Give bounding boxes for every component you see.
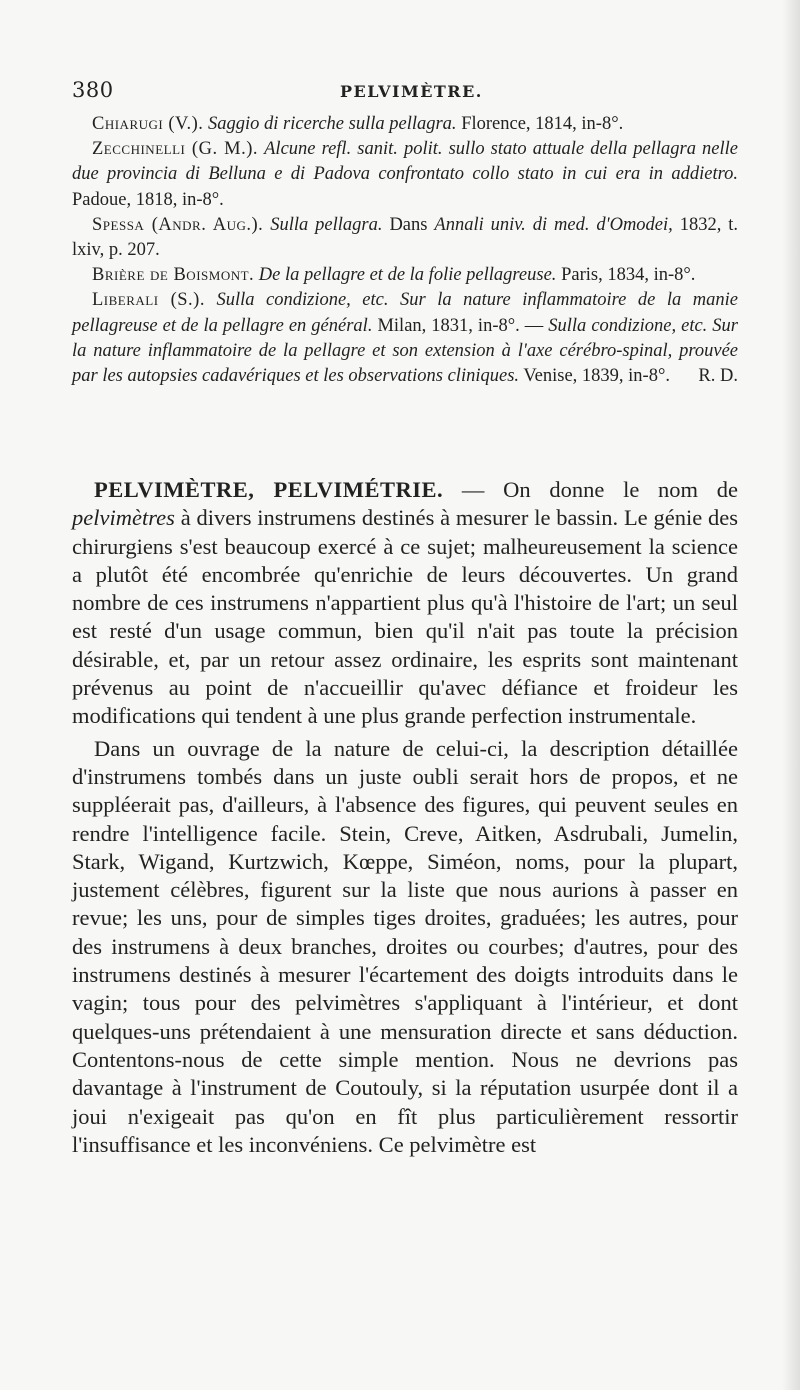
article-paragraph xyxy=(72,476,738,731)
article-headword: PELVIMÈTRE, PELVIMÉTRIE. xyxy=(94,477,444,502)
bib-entry xyxy=(72,213,738,263)
article-paragraph: Dans un ouvrage de la nature de celui-ci, la description détaillée d'instrumens tombés dans un juste oubli serait hors de propos, et ne suppléerait pas, d'ailleurs, à l'absence des figures, qui peuvent seules en rendre l'intelligence facile. Stein, Creve, Aitken, Asdrubali, Jumelin, Stark, Wigand, Kurtzwich, Kœppe, Siméon, noms, pour la plupart, justement célèbres, figurent sur la liste que nous aurions à passer en revue; les uns, pour de simples tiges droites, graduées; les autres, pour des instrumens à deux branches, droites ou courbes; d'autres, pour des instrumens destinés à mesurer l'écartement des doigts introduits dans le vagin; tous pour des pelvimètres s'appliquant à l'intérieur, et dont quelques-uns prétendaient à une mensuration directe et sans déduction. Contentons-nous de cette simple mention. Nous ne devrions pas davantage à l'instrument de Coutouly, si la réputation usurpée dont il a joui n'exigeait pas qu'on en fît plus particulièrement ressortir l'insuffisance et les inconvéniens. Ce pelvimètre est xyxy=(72,735,738,1157)
bib-imprint: Padoue, 1818, in-8°. xyxy=(72,189,224,210)
page-number: 380 xyxy=(72,78,114,102)
bib-connector: Dans xyxy=(389,214,428,235)
bib-entry xyxy=(72,137,738,213)
running-title: PELVIMÈTRE. xyxy=(340,82,483,101)
article-text: à divers instrumens destinés à mesurer le bassin. Le génie des chirurgiens s'est beaucoup exercé à ce sujet; malheureusement la science a plutôt été encombrée qu'enrichie de leurs découvertes. Un grand nombre de ces instrumens n'appartient plus qu'à l'histoire de l'art; un seul est resté d'un usage commun, bien qu'il n'ait pas toute la précision désirable, et, par un retour assez ordinaire, les esprits sont maintenant prévenus au point de n'accueillir qu'avec défiance et froideur les modifications qui tendent à une plus grande perfection instrumentale. xyxy=(72,505,739,729)
article-body xyxy=(72,476,738,1159)
bib-title: De la pellagre et de la folie pellagreuse. xyxy=(258,265,557,286)
bib-connector: Milan, 1831, in-8°. — xyxy=(377,315,544,336)
bib-entry xyxy=(72,288,738,389)
bib-title: Sulla pellagra. xyxy=(270,214,383,235)
bib-title: Alcune refl. sanit. polit. sullo stato attuale della pellagra nelle due provincia di Belluna e di Padova confrontato collo stato in cui era in addietro. xyxy=(72,139,739,185)
bib-entry xyxy=(72,112,738,137)
bibliography xyxy=(72,112,738,389)
article-term: pelvimètres xyxy=(72,505,175,531)
bib-author: Brière de Boismont. xyxy=(92,265,255,286)
bib-author: Spessa (Andr. Aug.). xyxy=(92,214,264,235)
article-lead: — On donne le nom de xyxy=(461,477,739,502)
author-signature: R. D. xyxy=(698,366,738,387)
page-edge-shadow xyxy=(782,0,800,1390)
running-head xyxy=(72,78,738,108)
bib-imprint: Florence, 1814, in-8°. xyxy=(461,114,624,134)
bib-journal: Annali univ. di med. d'Omodei, xyxy=(434,214,673,235)
bib-imprint: 1832, t. lxiv, p. 207. xyxy=(72,214,739,261)
bib-title-second: Sulla condizione, etc. Sur la nature inflammatoire de la pellagre et son extension à l'axe cérébro-spinal, prouvée par les autopsies cadavériques et les observations cliniques. xyxy=(72,315,739,387)
bib-author: Zecchinelli (G. M.). xyxy=(92,139,259,160)
bib-entry xyxy=(72,263,738,288)
bib-imprint: Venise, 1839, in-8°. xyxy=(523,366,670,387)
bib-title: Saggio di ricerche sulla pellagra. xyxy=(208,114,457,134)
bib-author: Liberali (S.). xyxy=(92,290,205,311)
bib-imprint: Paris, 1834, in-8°. xyxy=(561,265,696,286)
bib-title: Sulla condizione, etc. Sur la nature inflammatoire de la manie pellagreuse et de la pellagre en général. xyxy=(72,290,738,336)
bib-author: Chiarugi (V.). xyxy=(92,114,204,134)
